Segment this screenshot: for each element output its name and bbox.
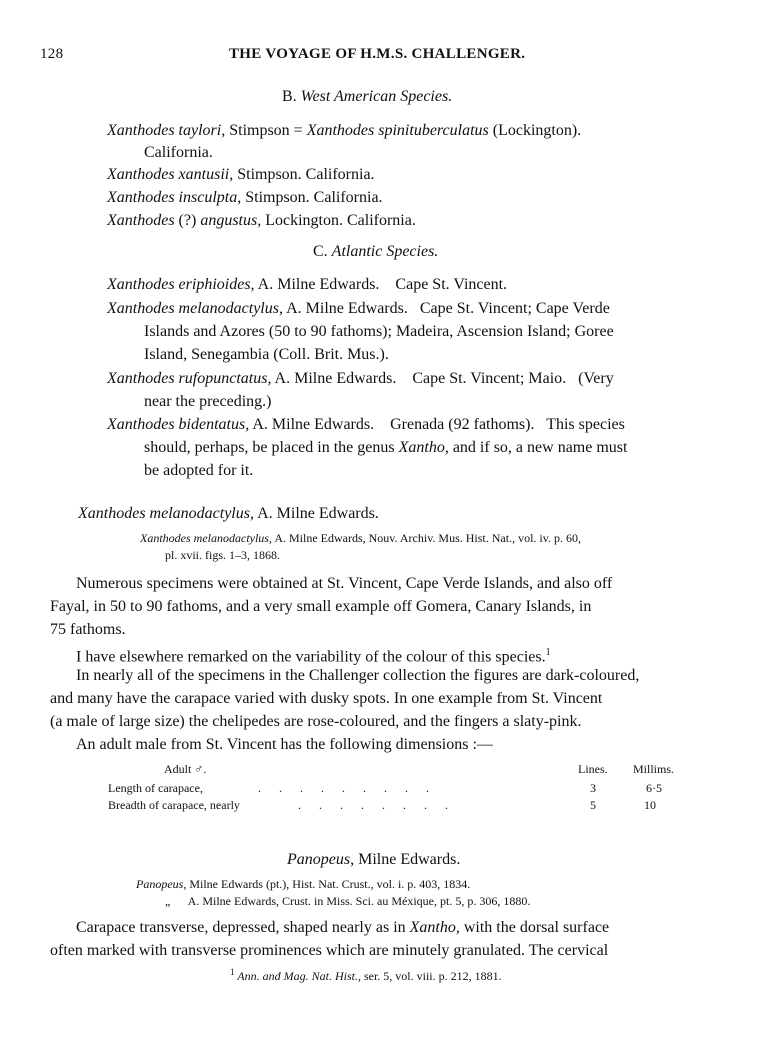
footnote-marker: 1 [545, 647, 551, 658]
para3-line2: and many have the carapace varied with dusky spots. In one example from St. Vincent [50, 690, 603, 707]
table-row-millims: 6·5 [646, 781, 662, 795]
entry-melanodactylus-l2: Islands and Azores (50 to 90 fathoms); Madeira, Ascension Island; Goree [144, 323, 614, 340]
entry-xantusii: Xanthodes xantusii, Stimpson. California. [107, 166, 375, 183]
species-reference: Xanthodes melanodactylus, A. Milne Edwards, Nouv. Archiv. Mus. Hist. Nat., vol. iv. p. 60, [140, 531, 581, 545]
genus-para-line1: Carapace transverse, depressed, shaped nearly as in Xantho, with the dorsal surface [76, 919, 610, 936]
entry-taylori-cont: California. [144, 144, 213, 161]
page-number: 128 [40, 46, 64, 62]
genus-reference-1: Panopeus, Milne Edwards (pt.), Hist. Nat. Crust., vol. i. p. 403, 1834. [136, 877, 471, 891]
species-reference-l2: pl. xvii. figs. 1–3, 1868. [165, 548, 281, 562]
table-row-dots: . . . . . . . . [298, 798, 448, 812]
entry-melanodactylus-l3: Island, Senegambia (Coll. Brit. Mus.). [144, 346, 389, 363]
table-col-millims: Millims. [633, 762, 675, 776]
table-row-label: Length of carapace, [108, 781, 203, 795]
running-title: THE VOYAGE OF H.M.S. CHALLENGER. [229, 46, 526, 62]
entry-eriphioides: Xanthodes eriphioides, A. Milne Edwards. Cape St. Vincent. [107, 276, 508, 293]
section-c-heading: C. Atlantic Species. [313, 243, 439, 260]
footnote: $^1$ Ann. and Mag. Nat. Hist., ser. 5, vol. viii. p. 212, 1881. [230, 967, 502, 983]
entry-angustus: Xanthodes (?) angustus, Lockington. California. [107, 212, 416, 229]
section-b-heading: B. West American Species. [282, 88, 453, 105]
table-col-lines: Lines. [578, 762, 608, 776]
table-row-lines: 3 [590, 781, 596, 795]
genus-para-line2: often marked with transverse prominences which are minutely granulated. The cervical [50, 942, 609, 959]
entry-bidentatus-l2: should, perhaps, be placed in the genus Xantho, and if so, a new name must [144, 439, 628, 456]
entry-rufopunctatus: Xanthodes rufopunctatus, A. Milne Edwards. Cape St. Vincent; Maio. (Very [107, 370, 614, 387]
entry-taylori: Xanthodes taylori, Stimpson = Xanthodes spinituberculatus (Lockington). [107, 122, 582, 139]
genus-title: Panopeus, Milne Edwards. [287, 851, 461, 868]
genus-reference-2: „ A. Milne Edwards, Crust. in Miss. Sci. au Méxique, pt. 5, p. 306, 1880. [165, 894, 531, 908]
table-row-millims: 10 [644, 798, 656, 812]
table-caption: Adult ♂. [164, 762, 207, 776]
para4: An adult male from St. Vincent has the following dimensions :— [76, 736, 493, 753]
para3-line3: (a male of large size) the chelipedes are rose-coloured, and the fingers a slaty-pink. [50, 713, 582, 730]
para2: I have elsewhere remarked on the variability of the colour of this species.$^1$ [76, 647, 551, 666]
entry-bidentatus-l3: be adopted for it. [144, 462, 254, 479]
entry-insculpta: Xanthodes insculpta, Stimpson. California. [107, 189, 383, 206]
entry-rufopunctatus-l2: near the preceding.) [144, 393, 272, 410]
para1-line3: 75 fathoms. [50, 621, 126, 638]
para1-line2: Fayal, in 50 to 90 fathoms, and a very small example off Gomera, Canary Islands, in [50, 598, 592, 615]
entry-bidentatus: Xanthodes bidentatus, A. Milne Edwards. Grenada (92 fathoms). This species [107, 416, 625, 433]
para1-line1: Numerous specimens were obtained at St. Vincent, Cape Verde Islands, and also off [76, 575, 613, 592]
species-title: Xanthodes melanodactylus, A. Milne Edwards. [78, 505, 379, 522]
table-row-dots: . . . . . . . . . [258, 781, 429, 795]
table-row-lines: 5 [590, 798, 596, 812]
entry-melanodactylus: Xanthodes melanodactylus, A. Milne Edwards. Cape St. Vincent; Cape Verde [107, 300, 610, 317]
table-row-label: Breadth of carapace, nearly [108, 798, 240, 812]
para3-line1: In nearly all of the specimens in the Challenger collection the figures are dark-coloured, [76, 667, 640, 684]
